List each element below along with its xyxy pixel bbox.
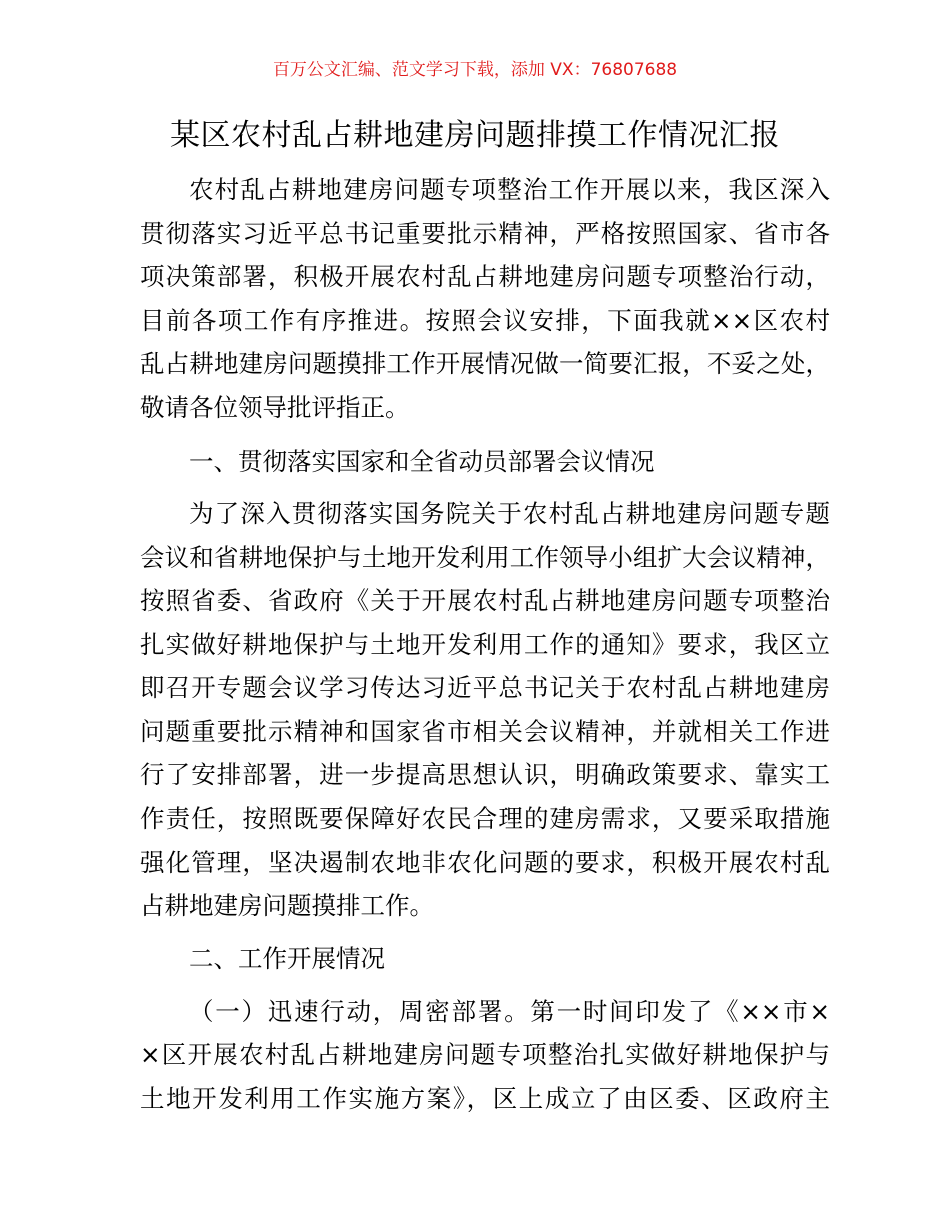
document-title: 某区农村乱占耕地建房问题排摸工作情况汇报	[170, 118, 780, 153]
text-line: 强化管理，坚决遏制农地非农化问题的要求，积极开展农村乱	[140, 848, 830, 877]
text-line: （一）迅速行动，周密部署。第一时间印发了《××市×	[189, 997, 830, 1026]
text-line: 即召开专题会议学习传达习近平总书记关于农村乱占耕地建房	[140, 673, 830, 702]
text-line: 占耕地建房问题摸排工作。	[140, 891, 434, 920]
text-line: 乱占耕地建房问题摸排工作开展情况做一简要汇报，不妥之处，	[140, 349, 830, 378]
text-line: 项决策部署，积极开展农村乱占耕地建房问题专项整治行动，	[140, 262, 830, 291]
watermark-banner: 百万公文汇编、范文学习下载，添加 VX：76807688	[272, 60, 678, 80]
text-line: 会议和省耕地保护与土地开发利用工作领导小组扩大会议精神，	[140, 543, 830, 572]
text-line: 土地开发利用工作实施方案》，区上成立了由区委、区政府主	[140, 1084, 830, 1113]
text-line: 敬请各位领导批评指正。	[140, 393, 410, 422]
text-line: ×区开展农村乱占耕地建房问题专项整治扎实做好耕地保护与	[140, 1040, 830, 1069]
text-line: 扎实做好耕地保护与土地开发利用工作的通知》要求，我区立	[140, 630, 830, 659]
text-line: 目前各项工作有序推进。按照会议安排，下面我就××区农村	[140, 306, 830, 335]
section-heading-2: 二、工作开展情况	[189, 944, 385, 973]
text-line: 作责任，按照既要保障好农民合理的建房需求，又要采取措施	[140, 804, 830, 833]
text-line: 按照省委、省政府《关于开展农村乱占耕地建房问题专项整治	[140, 586, 830, 615]
text-line: 行了安排部署，进一步提高思想认识，明确政策要求、靠实工	[140, 760, 830, 789]
section-heading-1: 一、贯彻落实国家和全省动员部署会议情况	[189, 447, 655, 476]
text-line: 为了深入贯彻落实国务院关于农村乱占耕地建房问题专题	[189, 499, 830, 528]
text-line: 问题重要批示精神和国家省市相关会议精神，并就相关工作进	[140, 717, 830, 746]
text-line: 农村乱占耕地建房问题专项整治工作开展以来，我区深入	[189, 175, 830, 204]
text-line: 贯彻落实习近平总书记重要批示精神，严格按照国家、省市各	[140, 219, 830, 248]
